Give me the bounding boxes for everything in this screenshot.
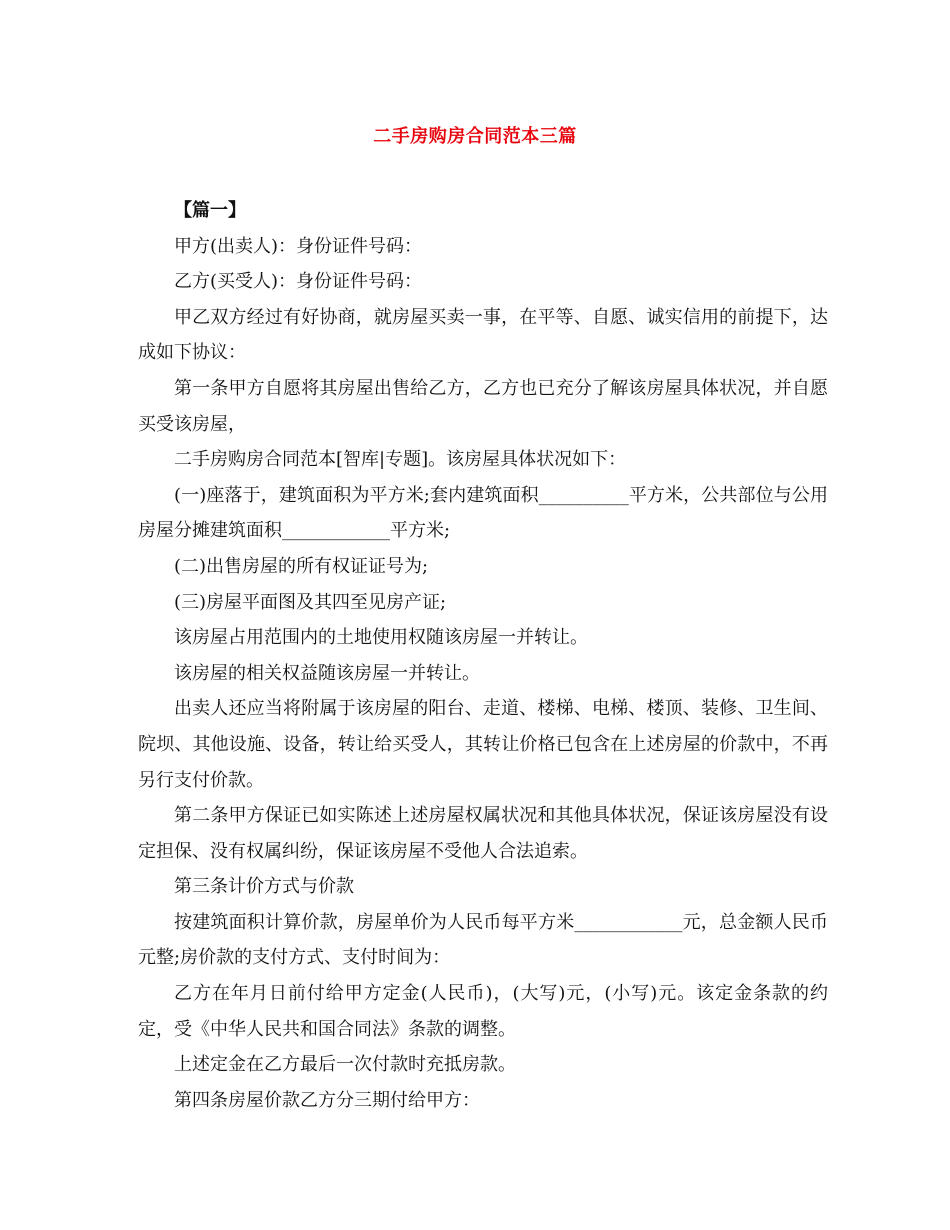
article-1-paragraph: 第一条甲方自愿将其房屋出售给乙方，乙方也已充分了解该房屋具体状况，并自愿买受该房屋，	[138, 377, 828, 435]
party-b-line: 乙方(买受人)：身份证件号码：	[174, 271, 423, 293]
article-4-paragraph: 第四条房屋价款乙方分三期付给甲方：	[174, 1089, 480, 1111]
attachments-paragraph: 出卖人还应当将附属于该房屋的阳台、走道、楼梯、电梯、楼顶、装修、卫生间、院坝、其他设施、设备，转让给买受人，其转让价格已包含在上述房屋的价款中，不再另行支付价款。	[138, 698, 828, 791]
section-heading: 【篇一】	[174, 200, 246, 221]
deposit-paragraph: 乙方在年月日前付给甲方定金(人民币)，(大写)元，(小写)元。该定金条款的约定，受《中华人民共和国合同法》条款的调整。	[138, 983, 828, 1040]
property-item-3: (三)房屋平面图及其四至见房产证;	[174, 591, 447, 613]
deposit-offset-paragraph: 上述定金在乙方最后一次付款时充抵房款。	[174, 1054, 516, 1076]
pricing-paragraph: 按建筑面积计算价款，房屋单价为人民币每平方米____________元，总金额人民币元整;房价款的支付方式、支付时间为：	[138, 911, 828, 969]
document-title: 二手房购房合同范本三篇	[373, 126, 577, 147]
document-body	[138, 193, 828, 1118]
preamble-paragraph: 甲乙双方经过有好协商，就房屋买卖一事，在平等、自愿、诚实信用的前提下，达成如下协议：	[138, 306, 828, 364]
land-use-paragraph: 该房屋占用范围内的土地使用权随该房屋一并转让。	[174, 627, 588, 649]
rights-paragraph: 该房屋的相关权益随该房屋一并转让。	[174, 662, 480, 684]
article-3-heading: 第三条计价方式与价款	[174, 876, 354, 898]
article-2-paragraph: 第二条甲方保证已如实陈述上述房屋权属状况和其他具体状况，保证该房屋没有设定担保、没有权属纠纷，保证该房屋不受他人合法追索。	[138, 805, 828, 862]
property-status-intro: 二手房购房合同范本[智库|专题]。该房屋具体状况如下：	[174, 449, 627, 471]
property-item-2: (二)出售房屋的所有权证证号为;	[174, 555, 429, 577]
party-a-line: 甲方(出卖人)：身份证件号码：	[174, 235, 423, 257]
property-item-1: (一)座落于，建筑面积为平方米;套内建筑面积__________平方米，公共部位与公用房屋分摊建筑面积____________平方米;	[138, 484, 828, 542]
